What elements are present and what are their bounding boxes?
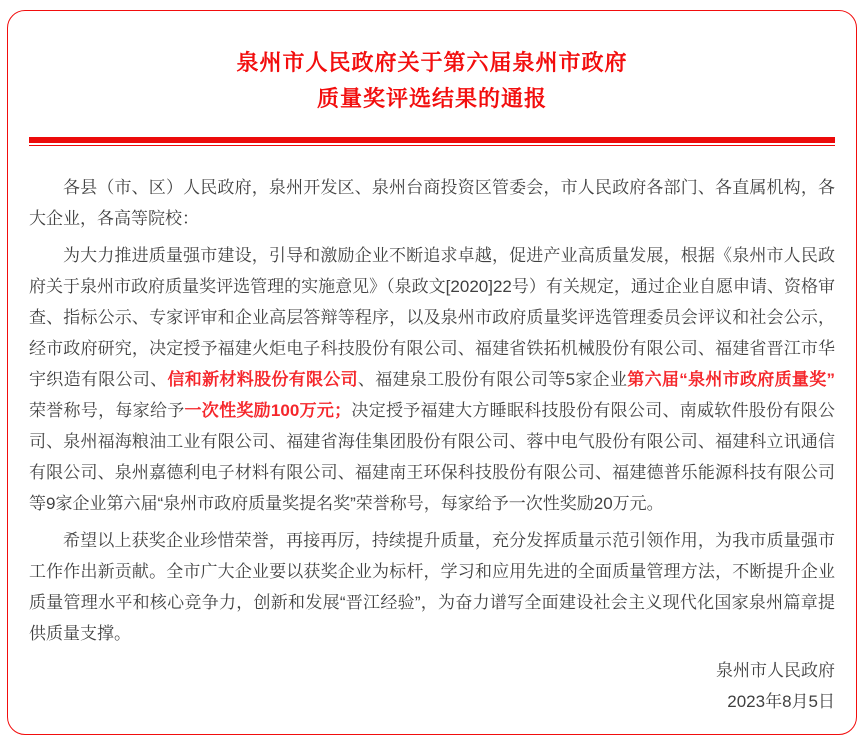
award-emphasis-text: 第六届“泉州市政府质量奖” (627, 370, 836, 389)
award-body-text: 为大力推进质量强市建设，引导和激励企业不断追求卓越，促进产业高质量发展，根据《泉州市人民政府关于泉州市政府质量奖评选管理的实施意见》（泉政文[2020]22号）有关规定，通过企业自愿申请、资格审查、指标公示、专家评审和企业高层答辩等程序，以及泉州市政府质量奖评选管理委员会评议和社会公示，经市政府研究，决定授予福建火炬电子科技股份有限公司、福建省铁拓机械股份有限公司、福建省晋江市华宇织造有限公司、 (29, 246, 835, 389)
hope-paragraph: 希望以上获奖企业珍惜荣誉，再接再厉，持续提升质量，充分发挥质量示范引领作用，为我市质量强市工作作出新贡献。全市广大企业要以获奖企业为标杆，学习和应用先进的全面质量管理方法，不断提升企业质量管理水平和核心竞争力，创新和发展“晋江经验”，为奋力谱写全面建设社会主义现代化国家泉州篇章提供质量支撑。 (29, 531, 835, 643)
awards-paragraph (29, 240, 835, 519)
award-body-text: 决定授予福建大方睡眠科技股份有限公司、南威软件股份有限公司、泉州福海粮油工业有限公司、福建省海佳集团股份有限公司、蓉中电气股份有限公司、福建科立讯通信有限公司、泉州嘉德利电子材料有限公司、福建南王环保科技股份有限公司、福建德普乐能源科技有限公司等9家企业第六届“泉州市政府质量奖提名奖”荣誉称号，每家给予一次性奖励20万元。 (29, 401, 835, 513)
divider-thick-bar (29, 137, 835, 143)
title-divider (29, 137, 835, 146)
document-title (29, 45, 835, 117)
divider-thin-line (29, 145, 835, 146)
notice-document (7, 10, 857, 735)
signature-block (29, 655, 835, 717)
document-body (29, 172, 835, 717)
salutation-paragraph: 各县（市、区）人民政府，泉州开发区、泉州台商投资区管委会，市人民政府各部门、各直属机构，各大企业，各高等院校： (29, 178, 835, 228)
award-body-text: 荣誉称号，每家给予 (29, 401, 185, 420)
document-title-line1: 泉州市人民政府关于第六届泉州市政府 (236, 50, 628, 75)
award-body-text: 、福建泉工股份有限公司等5家企业 (357, 370, 628, 389)
award-emphasis-text: 一次性奖励100万元； (184, 401, 352, 420)
signature-date: 2023年8月5日 (727, 692, 835, 711)
signature-author: 泉州市人民政府 (716, 661, 835, 680)
award-emphasis-text: 信和新材料股份有限公司 (167, 370, 358, 389)
document-title-line2: 质量奖评选结果的通报 (316, 86, 547, 111)
